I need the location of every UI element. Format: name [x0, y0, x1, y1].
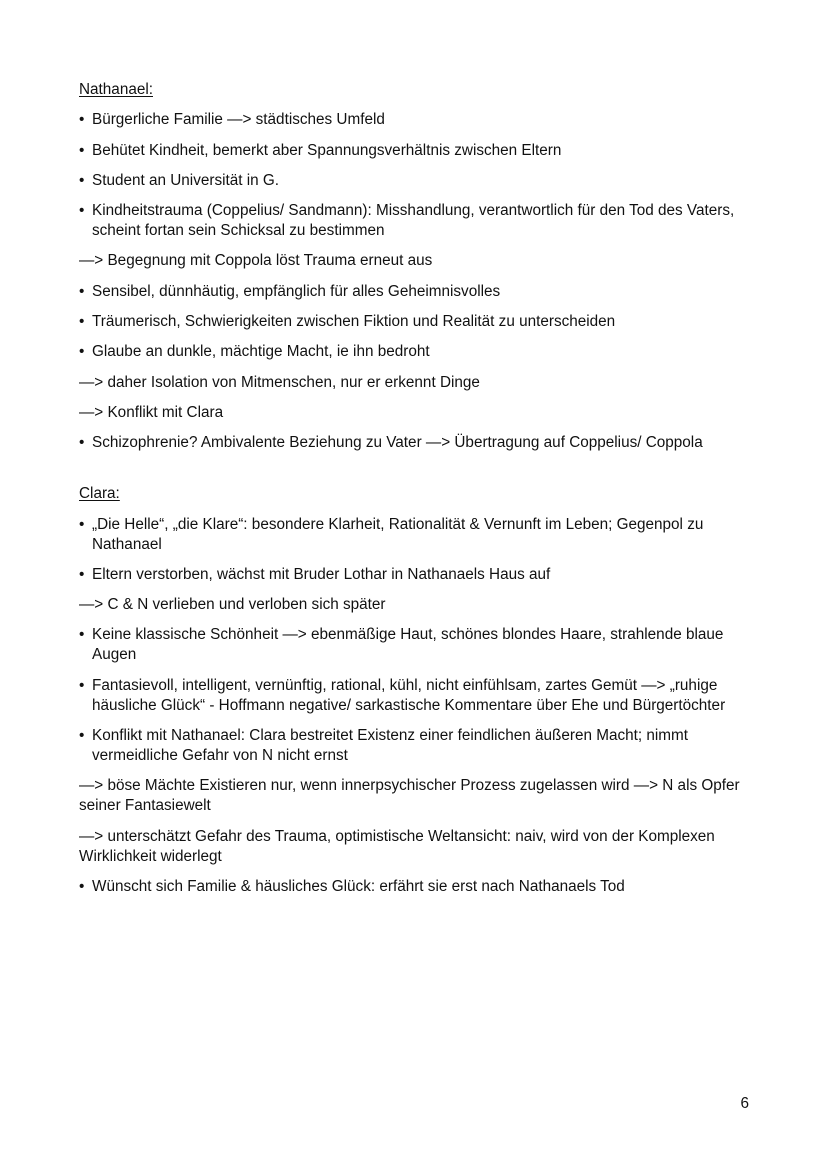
list-item	[79, 565, 751, 585]
section-clara	[79, 484, 751, 897]
list-item	[79, 201, 751, 241]
bullet-symbol: •	[79, 434, 85, 452]
bullet-symbol: •	[79, 202, 85, 220]
list-item-text: „Die Helle“, „die Klare“: besondere Klarheit, Rationalität & Vernunft im Leben; Gegenpol zu Nathanael	[92, 515, 704, 553]
arrow-line-text: —> C & N verlieben und verloben sich später	[79, 596, 386, 614]
bullet-symbol: •	[79, 877, 85, 895]
list-item-text: Wünscht sich Familie & häusliches Glück: erfährt sie erst nach Nathanaels Tod	[92, 877, 625, 895]
section-nathanael	[79, 80, 751, 453]
list-item	[79, 726, 751, 766]
list-item-text: Student an Universität in G.	[92, 171, 280, 189]
list-item-text: Kindheitstrauma (Coppelius/ Sandmann): Misshandlung, verantwortlich für den Tod des Vaters, scheint fortan sein Schicksal zu bestimmen	[92, 202, 735, 240]
arrow-line	[79, 827, 751, 867]
list-item	[79, 625, 751, 665]
list-item	[79, 141, 751, 161]
item-list	[79, 515, 751, 897]
bullet-symbol: •	[79, 171, 85, 189]
page-number: 6	[740, 1095, 749, 1112]
item-list	[79, 110, 751, 453]
list-item-text: Glaube an dunkle, mächtige Macht, ie ihn bedroht	[92, 343, 430, 361]
list-item-text: Behütet Kindheit, bemerkt aber Spannungsverhältnis zwischen Eltern	[92, 141, 562, 159]
arrow-line-text: —> Begegnung mit Coppola löst Trauma erneut aus	[79, 252, 433, 270]
arrow-line	[79, 373, 751, 393]
arrow-line	[79, 776, 751, 816]
document-page	[79, 80, 751, 897]
bullet-symbol: •	[79, 565, 85, 583]
list-item-text: Schizophrenie? Ambivalente Beziehung zu Vater —> Übertragung auf Coppelius/ Coppola	[92, 434, 703, 452]
arrow-line	[79, 251, 751, 271]
bullet-symbol: •	[79, 111, 85, 129]
list-item-text: Träumerisch, Schwierigkeiten zwischen Fiktion und Realität zu unterscheiden	[92, 313, 616, 331]
list-item	[79, 515, 751, 555]
bullet-symbol: •	[79, 515, 85, 533]
bullet-symbol: •	[79, 141, 85, 159]
list-item	[79, 877, 751, 897]
arrow-line-text: —> unterschätzt Gefahr des Trauma, optimistische Weltansicht: naiv, wird von der Komplexen Wirklichkeit widerlegt	[79, 827, 715, 865]
list-item-text: Eltern verstorben, wächst mit Bruder Lothar in Nathanaels Haus auf	[92, 565, 551, 583]
bullet-symbol: •	[79, 282, 85, 300]
arrow-line	[79, 403, 751, 423]
list-item	[79, 110, 751, 130]
list-item-text: Fantasievoll, intelligent, vernünftig, rational, kühl, nicht einfühlsam, zartes Gemüt —> „ruhige häusliche Glück“ - Hoffmann negative/ sarkastische Kommentare über Ehe und Bürgertöchter	[92, 676, 726, 714]
list-item	[79, 676, 751, 716]
bullet-symbol: •	[79, 313, 85, 331]
bullet-symbol: •	[79, 626, 85, 644]
arrow-line-text: —> Konflikt mit Clara	[79, 403, 224, 421]
list-item-text: Konflikt mit Nathanael: Clara bestreitet Existenz einer feindlichen äußeren Macht; nimmt vermeidliche Gefahr von N nicht ernst	[92, 727, 689, 765]
list-item	[79, 171, 751, 191]
list-item	[79, 433, 751, 453]
section-title: Nathanael:	[79, 81, 153, 98]
bullet-symbol: •	[79, 676, 85, 694]
bullet-symbol: •	[79, 727, 85, 745]
list-item	[79, 282, 751, 302]
list-item	[79, 312, 751, 332]
list-item-text: Bürgerliche Familie —> städtisches Umfeld	[92, 111, 385, 129]
arrow-line	[79, 595, 751, 615]
list-item	[79, 342, 751, 362]
arrow-line-text: —> daher Isolation von Mitmenschen, nur er erkennt Dinge	[79, 373, 480, 391]
list-item-text: Keine klassische Schönheit —> ebenmäßige Haut, schönes blondes Haare, strahlende blaue Augen	[92, 626, 724, 664]
section-spacer	[79, 453, 751, 484]
arrow-line-text: —> böse Mächte Existieren nur, wenn innerpsychischer Prozess zugelassen wird —> N als Opfer seiner Fantasiewelt	[79, 777, 740, 815]
list-item-text: Sensibel, dünnhäutig, empfänglich für alles Geheimnisvolles	[92, 282, 501, 300]
section-title: Clara:	[79, 485, 120, 503]
bullet-symbol: •	[79, 343, 85, 361]
